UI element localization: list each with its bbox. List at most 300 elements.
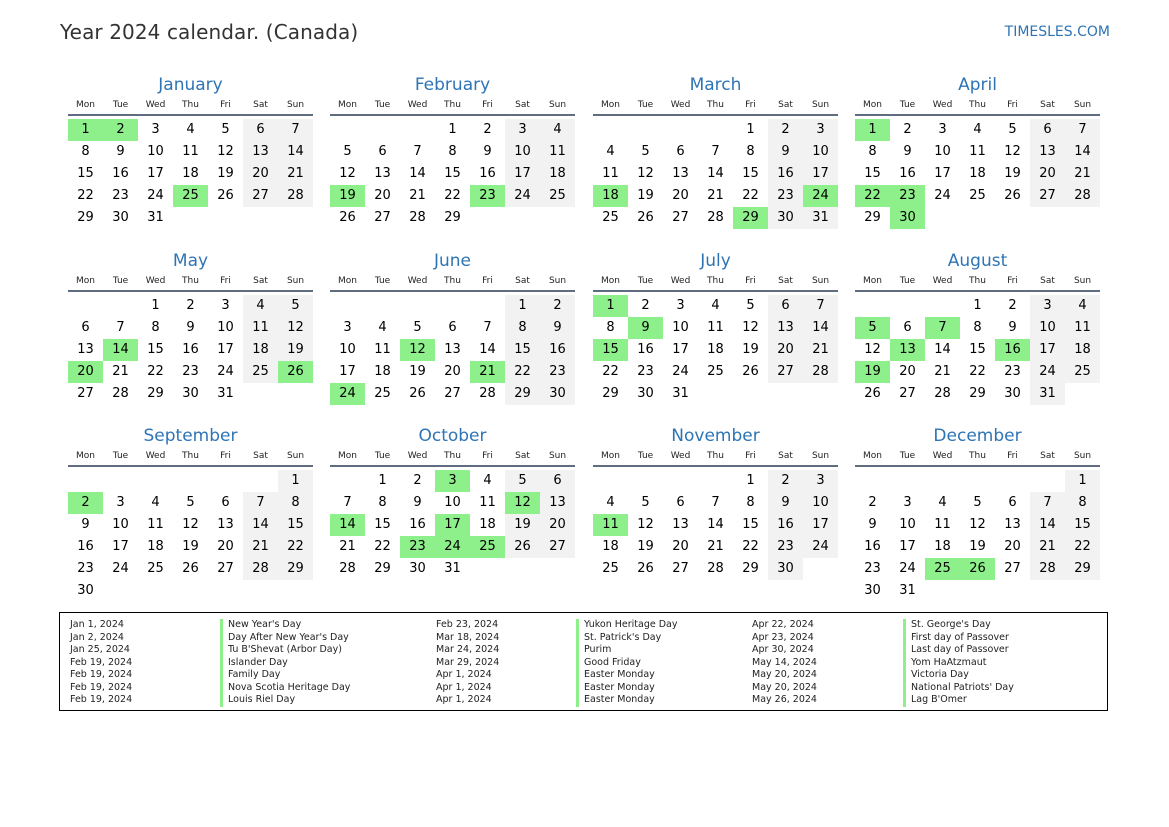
week-row — [593, 141, 838, 163]
week-row — [68, 558, 313, 580]
legend-date: Feb 19, 2024 — [70, 669, 133, 680]
day-cell: 4 — [378, 320, 387, 335]
weekday-header — [593, 97, 838, 113]
day-cell: 18 — [707, 342, 724, 357]
legend-date: Jan 25, 2024 — [70, 644, 130, 655]
day-cell: 28 — [278, 185, 313, 207]
day-cell: 29 — [77, 210, 94, 225]
weekday-label: Sat — [778, 100, 793, 110]
legend-date: Feb 19, 2024 — [70, 694, 133, 705]
day-cell: 30 — [768, 558, 803, 580]
day-cell: 7 — [803, 295, 838, 317]
empty-day-cell — [173, 207, 208, 229]
day-cell: 16 — [540, 339, 575, 361]
day-cell: 15 — [147, 342, 164, 357]
week-row — [68, 383, 313, 405]
weekday-label: Thu — [969, 451, 986, 461]
weekday-label: Mon — [76, 100, 95, 110]
day-cell: 21 — [707, 188, 724, 203]
weekday-label: Sat — [515, 100, 530, 110]
day-cell: 27 — [540, 536, 575, 558]
legend-date: Jan 1, 2024 — [70, 619, 124, 630]
day-cell: 22 — [77, 188, 94, 203]
empty-day-cell — [365, 119, 400, 141]
empty-day-cell — [628, 119, 663, 141]
empty-day-cell — [173, 580, 208, 602]
empty-day-cell — [1030, 470, 1065, 492]
legend-date: Apr 30, 2024 — [752, 644, 814, 655]
header-divider — [68, 465, 313, 467]
empty-day-cell — [733, 383, 768, 405]
day-cell: 18 — [602, 539, 619, 554]
day-cell: 27 — [243, 185, 278, 207]
empty-day-cell — [243, 580, 278, 602]
day-cell: 8 — [746, 495, 755, 510]
day-cell: 16 — [864, 539, 881, 554]
day-cell: 26 — [1004, 188, 1021, 203]
week-row — [330, 119, 575, 141]
week-row — [68, 207, 313, 229]
empty-day-cell — [593, 119, 628, 141]
day-cell: 13 — [243, 141, 278, 163]
day-cell: 1 — [973, 298, 982, 313]
weekday-label: Fri — [745, 276, 756, 286]
day-cell: 12 — [339, 166, 356, 181]
day-cell: 23 — [112, 188, 129, 203]
week-row — [855, 492, 1100, 514]
legend-date-column — [752, 619, 817, 707]
day-cell: 13 — [672, 517, 689, 532]
week-row — [593, 383, 838, 405]
day-cell: 22 — [1065, 536, 1100, 558]
week-row — [855, 141, 1100, 163]
day-cell: 13 — [768, 317, 803, 339]
day-cell: 15 — [593, 339, 628, 361]
day-cell: 6 — [676, 495, 685, 510]
day-cell: 5 — [413, 320, 422, 335]
day-cell: 3 — [116, 495, 125, 510]
day-cell: 20 — [540, 514, 575, 536]
empty-day-cell — [208, 470, 243, 492]
day-cell: 9 — [116, 144, 125, 159]
day-cell: 10 — [803, 492, 838, 514]
day-cell: 26 — [637, 210, 654, 225]
day-cell: 25 — [173, 185, 208, 207]
weekday-label: Tue — [374, 100, 391, 110]
header-divider — [68, 290, 313, 292]
day-cell: 3 — [435, 470, 470, 492]
weekday-label: Mon — [601, 276, 620, 286]
day-cell: 13 — [444, 342, 461, 357]
weekday-label: Sun — [811, 276, 830, 286]
day-cell: 14 — [1065, 141, 1100, 163]
month-name: August — [947, 251, 1008, 271]
weekday-label: Thu — [969, 276, 986, 286]
day-cell: 17 — [339, 364, 356, 379]
day-cell: 10 — [339, 342, 356, 357]
month-name: April — [958, 75, 997, 95]
day-cell: 21 — [470, 361, 505, 383]
day-cell: 23 — [890, 185, 925, 207]
weekday-header — [330, 273, 575, 289]
empty-day-cell — [138, 580, 173, 602]
weekday-label: Fri — [220, 276, 231, 286]
weekday-label: Fri — [220, 451, 231, 461]
empty-day-cell — [278, 207, 313, 229]
empty-day-cell — [890, 295, 925, 317]
legend-holiday-name: Islander Day — [220, 657, 350, 670]
day-cell: 31 — [672, 386, 689, 401]
weekday-label: Mon — [338, 451, 357, 461]
day-cell: 1 — [278, 470, 313, 492]
week-row — [593, 361, 838, 383]
day-cell: 29 — [742, 561, 759, 576]
day-cell: 26 — [742, 364, 759, 379]
day-cell: 24 — [330, 383, 365, 405]
day-cell: 14 — [330, 514, 365, 536]
day-cell: 17 — [147, 166, 164, 181]
day-cell: 10 — [112, 517, 129, 532]
day-cell: 25 — [925, 558, 960, 580]
month-december — [855, 424, 1100, 602]
week-row — [855, 514, 1100, 536]
week-row — [330, 339, 575, 361]
day-cell: 31 — [147, 210, 164, 225]
empty-day-cell — [925, 470, 960, 492]
day-cell: 21 — [1030, 536, 1065, 558]
empty-day-cell — [628, 470, 663, 492]
header-divider — [855, 114, 1100, 116]
weekday-label: Sat — [253, 451, 268, 461]
day-cell: 3 — [1030, 295, 1065, 317]
day-cell: 23 — [77, 561, 94, 576]
legend-holiday-name: Last day of Passover — [903, 644, 1014, 657]
week-row — [68, 185, 313, 207]
day-cell: 27 — [1004, 561, 1021, 576]
weekday-label: Fri — [482, 276, 493, 286]
day-cell: 13 — [540, 492, 575, 514]
week-row — [855, 185, 1100, 207]
empty-day-cell — [68, 295, 103, 317]
weekday-label: Tue — [112, 276, 129, 286]
day-cell: 22 — [742, 539, 759, 554]
legend-date: Feb 19, 2024 — [70, 656, 133, 668]
weekday-label: Tue — [899, 276, 916, 286]
day-cell: 11 — [243, 317, 278, 339]
day-cell: 13 — [77, 342, 94, 357]
day-cell: 2 — [413, 473, 422, 488]
day-cell: 12 — [637, 166, 654, 181]
empty-day-cell — [330, 295, 365, 317]
day-cell: 19 — [409, 364, 426, 379]
empty-day-cell — [208, 207, 243, 229]
day-cell: 9 — [628, 317, 663, 339]
day-cell: 13 — [1030, 141, 1065, 163]
weekday-label: Sun — [1073, 100, 1092, 110]
day-cell: 22 — [374, 539, 391, 554]
day-cell: 5 — [221, 122, 230, 137]
weekday-label: Mon — [338, 276, 357, 286]
day-cell: 29 — [444, 210, 461, 225]
day-cell: 4 — [938, 495, 947, 510]
month-august — [855, 249, 1100, 405]
day-cell: 6 — [448, 320, 457, 335]
day-cell: 19 — [1004, 166, 1021, 181]
day-cell: 1 — [505, 295, 540, 317]
day-cell: 4 — [151, 495, 160, 510]
day-cell: 2 — [903, 122, 912, 137]
day-cell: 9 — [768, 141, 803, 163]
day-cell: 5 — [641, 495, 650, 510]
empty-day-cell — [1065, 383, 1100, 405]
weekday-label: Tue — [899, 100, 916, 110]
day-cell: 23 — [470, 185, 505, 207]
day-cell: 3 — [676, 298, 685, 313]
day-cell: 27 — [1030, 185, 1065, 207]
weekday-label: Sun — [286, 276, 305, 286]
empty-day-cell — [330, 470, 365, 492]
day-cell: 8 — [81, 144, 90, 159]
day-cell: 16 — [995, 339, 1030, 361]
day-cell: 21 — [112, 364, 129, 379]
day-cell: 16 — [479, 166, 496, 181]
legend-holiday-name: Easter Monday — [576, 694, 677, 707]
weekday-header — [593, 448, 838, 464]
day-cell: 1 — [448, 122, 457, 137]
day-cell: 23 — [768, 185, 803, 207]
empty-day-cell — [278, 580, 313, 602]
day-cell: 28 — [934, 386, 951, 401]
weekday-header — [68, 273, 313, 289]
day-cell: 29 — [602, 386, 619, 401]
week-row — [855, 536, 1100, 558]
day-cell: 6 — [540, 470, 575, 492]
month-july — [593, 249, 838, 405]
legend-date: Feb 19, 2024 — [70, 681, 133, 693]
month-name: July — [700, 251, 731, 271]
week-row — [593, 492, 838, 514]
legend-holiday-name: National Patriots' Day — [903, 682, 1014, 695]
day-cell: 19 — [969, 539, 986, 554]
weekday-header — [593, 273, 838, 289]
day-cell: 12 — [400, 339, 435, 361]
weekday-label: Sun — [286, 100, 305, 110]
day-cell: 11 — [593, 514, 628, 536]
day-cell: 9 — [81, 517, 90, 532]
day-cell: 2 — [768, 119, 803, 141]
week-row — [330, 163, 575, 185]
legend-name-column — [903, 619, 1014, 707]
week-row — [593, 119, 838, 141]
week-row — [68, 536, 313, 558]
day-cell: 12 — [637, 517, 654, 532]
day-cell: 24 — [217, 364, 234, 379]
day-cell: 6 — [243, 119, 278, 141]
day-cell: 7 — [413, 144, 422, 159]
weekday-label: Mon — [863, 100, 882, 110]
week-row — [330, 536, 575, 558]
weekday-label: Thu — [444, 276, 461, 286]
day-cell: 28 — [339, 561, 356, 576]
holiday-legend — [59, 612, 1108, 711]
day-cell: 10 — [147, 144, 164, 159]
day-cell: 8 — [868, 144, 877, 159]
day-cell: 26 — [637, 561, 654, 576]
day-cell: 22 — [505, 361, 540, 383]
day-cell: 23 — [768, 536, 803, 558]
day-cell: 27 — [374, 210, 391, 225]
day-cell: 26 — [505, 536, 540, 558]
day-cell: 1 — [68, 119, 103, 141]
day-cell: 5 — [186, 495, 195, 510]
day-cell: 29 — [733, 207, 768, 229]
month-february — [330, 73, 575, 229]
day-cell: 21 — [409, 188, 426, 203]
week-row — [330, 361, 575, 383]
weekday-label: Thu — [707, 276, 724, 286]
legend-holiday-name: First day of Passover — [903, 632, 1014, 645]
month-name: May — [172, 251, 209, 271]
weekday-label: Sat — [1040, 276, 1055, 286]
day-cell: 5 — [973, 495, 982, 510]
month-name: January — [158, 75, 223, 95]
day-cell: 3 — [803, 119, 838, 141]
day-cell: 16 — [77, 539, 94, 554]
legend-holiday-name: Lag B'Omer — [903, 694, 1014, 707]
day-cell: 22 — [147, 364, 164, 379]
day-cell: 30 — [112, 210, 129, 225]
day-cell: 12 — [1004, 144, 1021, 159]
day-cell: 2 — [868, 495, 877, 510]
day-cell: 10 — [444, 495, 461, 510]
day-cell: 2 — [103, 119, 138, 141]
day-cell: 24 — [1030, 361, 1065, 383]
day-cell: 1 — [746, 473, 755, 488]
day-cell: 24 — [803, 185, 838, 207]
legend-date: Apr 1, 2024 — [436, 669, 492, 680]
weekday-label: Sun — [548, 100, 567, 110]
day-cell: 8 — [606, 320, 615, 335]
week-row — [593, 470, 838, 492]
empty-day-cell — [768, 383, 803, 405]
day-cell: 18 — [540, 163, 575, 185]
empty-day-cell — [663, 119, 698, 141]
week-row — [330, 558, 575, 580]
empty-day-cell — [855, 470, 890, 492]
weekday-label: Thu — [182, 276, 199, 286]
day-cell: 26 — [278, 361, 313, 383]
month-name: October — [418, 426, 487, 446]
day-cell: 29 — [505, 383, 540, 405]
day-cell: 8 — [151, 320, 160, 335]
day-cell: 8 — [746, 144, 755, 159]
day-cell: 12 — [505, 492, 540, 514]
weekday-label: Sat — [253, 100, 268, 110]
empty-day-cell — [1065, 207, 1100, 229]
day-cell: 23 — [182, 364, 199, 379]
day-cell: 28 — [803, 361, 838, 383]
empty-day-cell — [960, 580, 995, 602]
week-row — [855, 317, 1100, 339]
legend-holiday-name: Nova Scotia Heritage Day — [220, 682, 350, 695]
week-row — [593, 207, 838, 229]
week-row — [68, 317, 313, 339]
day-cell: 14 — [707, 517, 724, 532]
day-cell: 4 — [483, 473, 492, 488]
day-cell: 17 — [803, 514, 838, 536]
day-cell: 30 — [77, 583, 94, 598]
day-cell: 2 — [1008, 298, 1017, 313]
day-cell: 18 — [934, 539, 951, 554]
day-cell: 27 — [77, 386, 94, 401]
day-cell: 23 — [864, 561, 881, 576]
weekday-label: Fri — [482, 100, 493, 110]
weekday-label: Wed — [407, 100, 428, 110]
day-cell: 17 — [112, 539, 129, 554]
week-row — [330, 141, 575, 163]
day-cell: 9 — [483, 144, 492, 159]
day-cell: 27 — [672, 561, 689, 576]
brand-link[interactable]: TIMESLES.COM — [1004, 24, 1110, 40]
weekday-label: Sat — [515, 451, 530, 461]
legend-holiday-name: Good Friday — [576, 657, 677, 670]
week-row — [330, 185, 575, 207]
day-cell: 11 — [374, 342, 391, 357]
empty-day-cell — [400, 119, 435, 141]
day-cell: 15 — [742, 517, 759, 532]
day-cell: 28 — [1030, 558, 1065, 580]
day-cell: 20 — [68, 361, 103, 383]
day-cell: 23 — [637, 364, 654, 379]
weekday-label: Fri — [1007, 451, 1018, 461]
week-row — [68, 580, 313, 602]
weekday-label: Wed — [407, 276, 428, 286]
weekday-label: Sat — [1040, 100, 1055, 110]
weekday-label: Sun — [286, 451, 305, 461]
empty-day-cell — [470, 207, 505, 229]
day-cell: 12 — [182, 517, 199, 532]
day-cell: 7 — [711, 495, 720, 510]
week-row — [593, 163, 838, 185]
day-cell: 4 — [540, 119, 575, 141]
legend-holiday-name: Yukon Heritage Day — [576, 619, 677, 632]
day-cell: 11 — [969, 144, 986, 159]
day-cell: 29 — [374, 561, 391, 576]
day-cell: 15 — [742, 166, 759, 181]
day-cell: 24 — [899, 561, 916, 576]
day-cell: 20 — [899, 364, 916, 379]
week-row — [68, 470, 313, 492]
empty-day-cell — [540, 207, 575, 229]
empty-day-cell — [855, 295, 890, 317]
month-may — [68, 249, 313, 405]
day-cell: 21 — [243, 536, 278, 558]
legend-date: Feb 23, 2024 — [436, 619, 499, 630]
day-cell: 7 — [711, 144, 720, 159]
weekday-label: Wed — [670, 451, 691, 461]
day-cell: 15 — [505, 339, 540, 361]
day-cell: 22 — [278, 536, 313, 558]
day-cell: 24 — [147, 188, 164, 203]
day-cell: 22 — [444, 188, 461, 203]
empty-day-cell — [435, 295, 470, 317]
day-cell: 14 — [243, 514, 278, 536]
day-cell: 19 — [505, 514, 540, 536]
day-cell: 21 — [1065, 163, 1100, 185]
day-cell: 3 — [221, 298, 230, 313]
week-row — [855, 558, 1100, 580]
weekday-label: Sat — [778, 451, 793, 461]
